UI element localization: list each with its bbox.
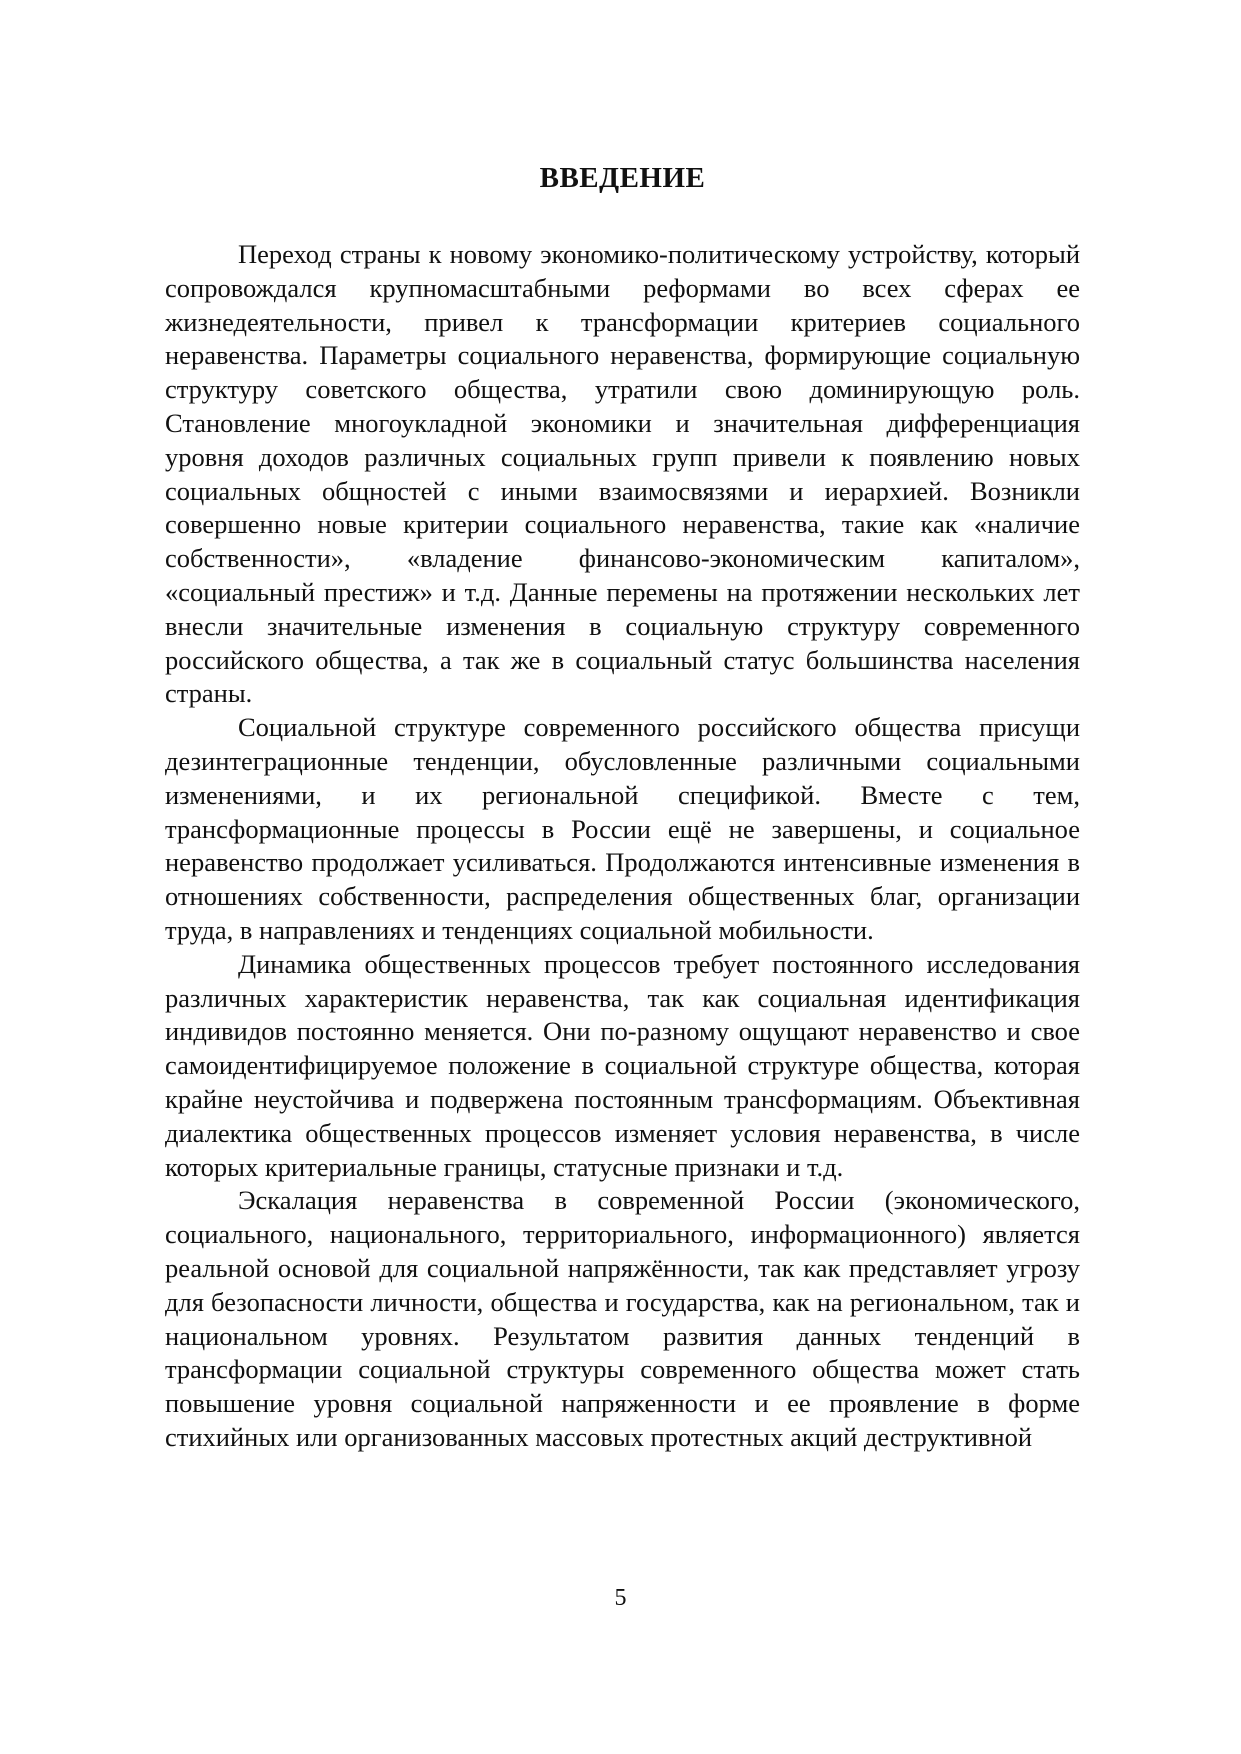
paragraph-2: Социальной структуре современного российского общества присущи дезинтеграционные тенденции, обусловленные различными социальными изменениями, и их региональной спецификой. Вместе с тем, трансформационные процессы в России ещё не завершены, и социальное неравенство продолжает усиливаться. Продолжаются интенсивные изменения в отношениях собственности, распределения общественных благ, организации труда, в направлениях и тенденциях социальной мобильности. bbox=[165, 712, 1080, 945]
paragraph-1: Переход страны к новому экономико-политическому устройству, который сопровождался крупномасштабными реформами во всех сферах ее жизнедеятельности, привел к трансформации критериев социального неравенства. Параметры социального неравенства, формирующие социальную структуру советского общества, утратили свою доминирующую роль. Становление многоукладной экономики и значительная дифференциация уровня доходов различных социальных групп привели к появлению новых социальных общностей с иными взаимосвязями и иерархией. Возникли совершенно новые критерии социального неравенства, такие как «наличие собственности», «владение финансово-экономическим капиталом», «социальный престиж» и т.д. Данные перемены на протяжении нескольких лет внесли значительные изменения в социальную структуру современного российского общества, а так же в социальный статус большинства населения страны. bbox=[165, 239, 1080, 709]
paragraph-4: Эскалация неравенства в современной России (экономического, социального, национального, территориального, информационного) является реальной основой для социальной напряжённости, так как представляет угрозу для безопасности личности, общества и государства, как на региональном, так и национальном уровнях. Результатом развития данных тенденций в трансформации социальной структуры современного общества может стать повышение уровня социальной напряженности и ее проявление в форме стихийных или организованных массовых протестных акций деструктивной bbox=[165, 1185, 1080, 1452]
page-number: 5 bbox=[614, 1585, 627, 1611]
body-text bbox=[165, 238, 1080, 1455]
paragraph-3: Динамика общественных процессов требует постоянного исследования различных характеристик неравенства, так как социальная идентификация индивидов постоянно меняется. Они по-разному ощущают неравенство и свое самоидентифицируемое положение в социальной структуре общества, которая крайне неустойчива и подвержена постоянным трансформациям. Объективная диалектика общественных процессов изменяет условия неравенства, в числе которых критериальные границы, статусные признаки и т.д. bbox=[165, 948, 1080, 1182]
section-heading: ВВЕДЕНИЕ bbox=[539, 162, 706, 194]
